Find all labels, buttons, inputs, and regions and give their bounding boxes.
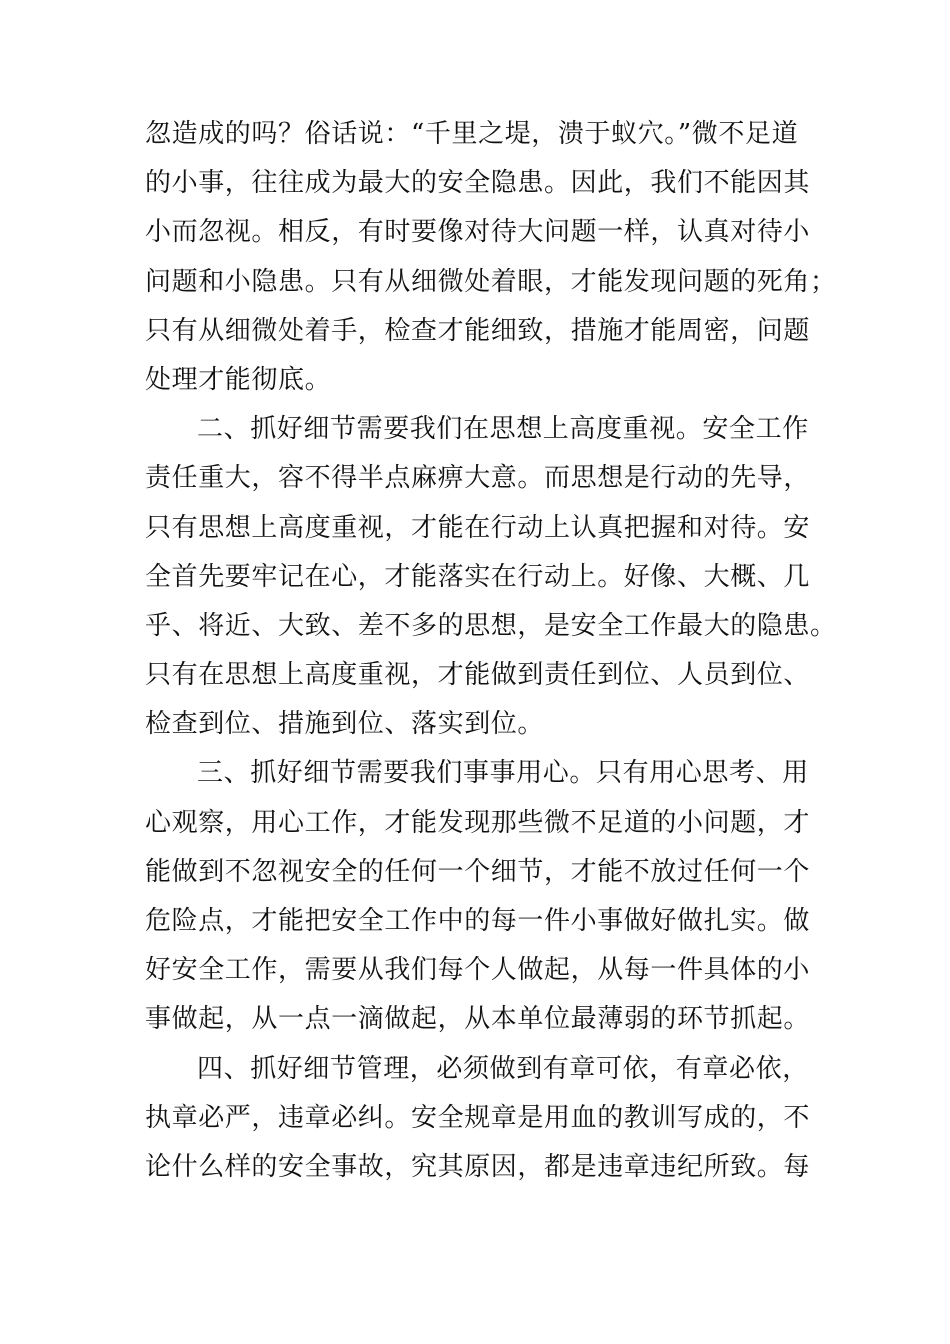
- text-line: 能做到不忽视安全的任何一个细节，才能不放过任何一个: [145, 856, 811, 887]
- text-line: 执章必严，违章必纠。安全规章是用血的教训写成的，不: [145, 1102, 811, 1133]
- text-line: 论什么样的安全事故，究其原因，都是违章违纪所致。每: [145, 1151, 811, 1182]
- text-line: 只有从细微处着手，检查才能细致，措施才能周密，问题: [145, 315, 811, 346]
- text-line: 忽造成的吗？俗话说：“千里之堤，溃于蚁穴。”微不足道: [145, 119, 799, 149]
- text-line: 责任重大，容不得半点麻痹大意。而思想是行动的先导，: [145, 463, 811, 494]
- text-line: 处理才能彻底。: [145, 364, 332, 395]
- text-line: 危险点，才能把安全工作中的每一件小事做好做扎实。做: [145, 906, 811, 936]
- text-line: 的小事，往往成为最大的安全隐患。因此，我们不能因其: [145, 168, 811, 199]
- text-line: 只有思想上高度重视，才能在行动上认真把握和对待。安: [145, 512, 811, 543]
- paragraph-start-line: 四、抓好细节管理，必须做到有章可依，有章必依，: [197, 1053, 809, 1084]
- text-line: 小而忽视。相反，有时要像对待大问题一样，认真对待小: [145, 217, 811, 248]
- text-line: 问题和小隐患。只有从细微处着眼，才能发现问题的死角；: [145, 266, 837, 297]
- text-line: 乎、将近、大致、差不多的思想，是安全工作最大的隐患。: [145, 610, 837, 641]
- text-line: 只有在思想上高度重视，才能做到责任到位、人员到位、: [145, 660, 811, 691]
- text-line: 好安全工作，需要从我们每个人做起，从每一件具体的小: [145, 955, 811, 986]
- text-line: 心观察，用心工作，才能发现那些微不足道的小问题，才: [145, 807, 811, 838]
- text-line: 全首先要牢记在心，才能落实在行动上。好像、大概、几: [145, 561, 811, 592]
- body-text: [145, 110, 837, 1192]
- paragraph-start-line: 三、抓好细节需要我们事事用心。只有用心思考、用: [197, 758, 809, 789]
- paragraph-start-line: 二、抓好细节需要我们在思想上高度重视。安全工作: [197, 414, 809, 445]
- text-line: 事做起，从一点一滴做起，从本单位最薄弱的环节抓起。: [145, 1004, 811, 1035]
- text-line: 检查到位、措施到位、落实到位。: [145, 709, 545, 740]
